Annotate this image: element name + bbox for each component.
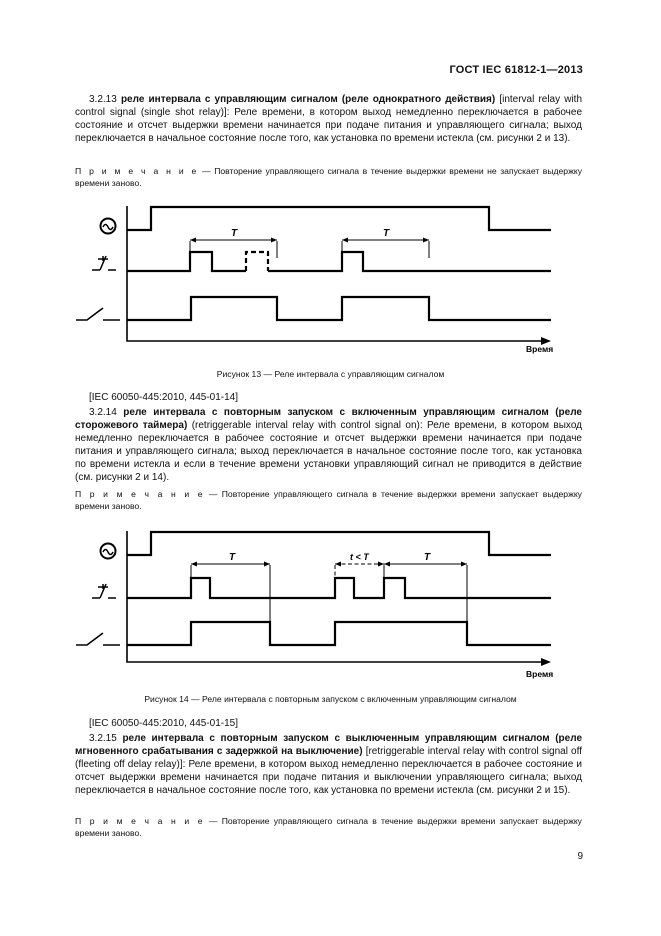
section-3-2-15: [75, 732, 582, 797]
figure-13-caption: Рисунок 13 — Реле интервала с управляющим сигналом: [216, 369, 445, 379]
t-label-1: T: [229, 552, 236, 563]
t-dimension-2: [342, 240, 429, 258]
note-3-2-14: [75, 488, 582, 512]
axis-label: Время: [526, 344, 554, 354]
control-waveform-2: [268, 252, 551, 271]
section-number: 3.2.13: [89, 94, 117, 105]
control-switch-icon: [92, 256, 116, 270]
output-contact-icon: [76, 633, 120, 645]
time-axis-arrow: [541, 658, 551, 666]
note-text: — Повторение управляющего сигнала в течение выдержки времени не запускает выдержку времени заново.: [75, 166, 582, 188]
page-number: 9: [577, 851, 583, 862]
control-waveform: [127, 578, 551, 598]
reference-445-01-15: [IEC 60050-445:2010, 445-01-15]: [89, 718, 238, 729]
t-dimension-1: [191, 564, 270, 622]
t-label-2: T: [383, 228, 390, 239]
t-label-1: T: [231, 228, 238, 239]
note-3-2-15: [75, 815, 582, 839]
reference-445-01-14: [IEC 60050-445:2010, 445-01-14]: [89, 392, 238, 403]
output-contact-icon: [76, 308, 120, 320]
t-label-2: T: [424, 552, 431, 563]
t-less-label: t < T: [350, 552, 369, 562]
output-waveform: [127, 622, 551, 645]
t-dimension-2: [384, 564, 467, 622]
section-3-2-13: [75, 93, 582, 145]
document-header: ГОСТ IEC 61812-1—2013: [449, 64, 583, 76]
term-title: реле интервала с повторным запуском с выключенным управляющим сигналом (реле мгновенного срабатывания с задержкой на выключение): [75, 733, 583, 758]
control-waveform: [127, 252, 246, 271]
section-number: 3.2.14: [89, 407, 117, 418]
term-definition: (retriggerable interval relay with control signal on): Реле времени, в котором выход немедленно переключается в рабочее состояние и отсчет выдержки времени начинается при подаче питания и управляющего сигнала; выход переключается в начальное состояние после того, как установка по времени истекла и если в течение времени установки управляющий сигнал не приводится в действие (см. рисунки 2 и 14).: [75, 420, 583, 484]
axis-label: Время: [526, 669, 554, 679]
note-text: — Повторение управляющего сигнала в течение выдержки времени запускает выдержку времени заново.: [75, 816, 582, 838]
note-label: П р и м е ч а н и е: [75, 489, 205, 499]
figure-14-diagram: [0, 521, 661, 686]
t-dimension-1: [190, 240, 277, 258]
power-supply-icon: [101, 219, 116, 234]
control-pulse-dashed: [246, 252, 268, 271]
power-supply-icon: [101, 544, 116, 559]
power-waveform: [127, 207, 551, 230]
figure-13-diagram: [0, 196, 661, 361]
term-title: реле интервала с повторным запуском с включенным управляющим сигналом (реле сторожевого таймера): [75, 407, 582, 432]
power-waveform: [127, 532, 551, 555]
note-text: — Повторение управляющего сигнала в течение выдержки времени запускает выдержку времени заново.: [75, 489, 582, 511]
section-3-2-14: [75, 406, 582, 485]
note-3-2-13: [75, 165, 582, 189]
t-less-dimension: [335, 564, 384, 579]
term-title: реле интервала с управляющим сигналом (реле однократного действия): [120, 94, 496, 105]
section-number: 3.2.15: [89, 733, 117, 744]
note-label: П р и м е ч а н и е: [75, 816, 205, 826]
term-definition: [interval relay with control signal (single shot relay)]: Реле времени, в котором выход немедленно переключается в рабочее состояние и отсчет выдержки времени начинается при подаче питания и управляющего сигнала; выход переключается в начальное состояние после того, как установка по времени истекла (см. рисунки 2 и 13).: [75, 94, 583, 145]
term-definition: [retriggerable interval relay with control signal off (fleeting off delay relay)]: Реле времени, в котором выход немедленно переключается в рабочее состояние и отсчет выдержки времени начинается при подаче питания и выключении управляющего сигнала; выход переключается в начальное состояние после того, как установка по времени истекла (см. рисунки 2 и 15).: [75, 746, 582, 797]
figure-14-caption: Рисунок 14 — Реле интервала с повторным запуском с включенным управляющим сигналом: [144, 694, 517, 704]
output-waveform: [127, 297, 551, 320]
control-switch-icon: [92, 584, 116, 598]
note-label: П р и м е ч а н и е: [75, 166, 199, 176]
